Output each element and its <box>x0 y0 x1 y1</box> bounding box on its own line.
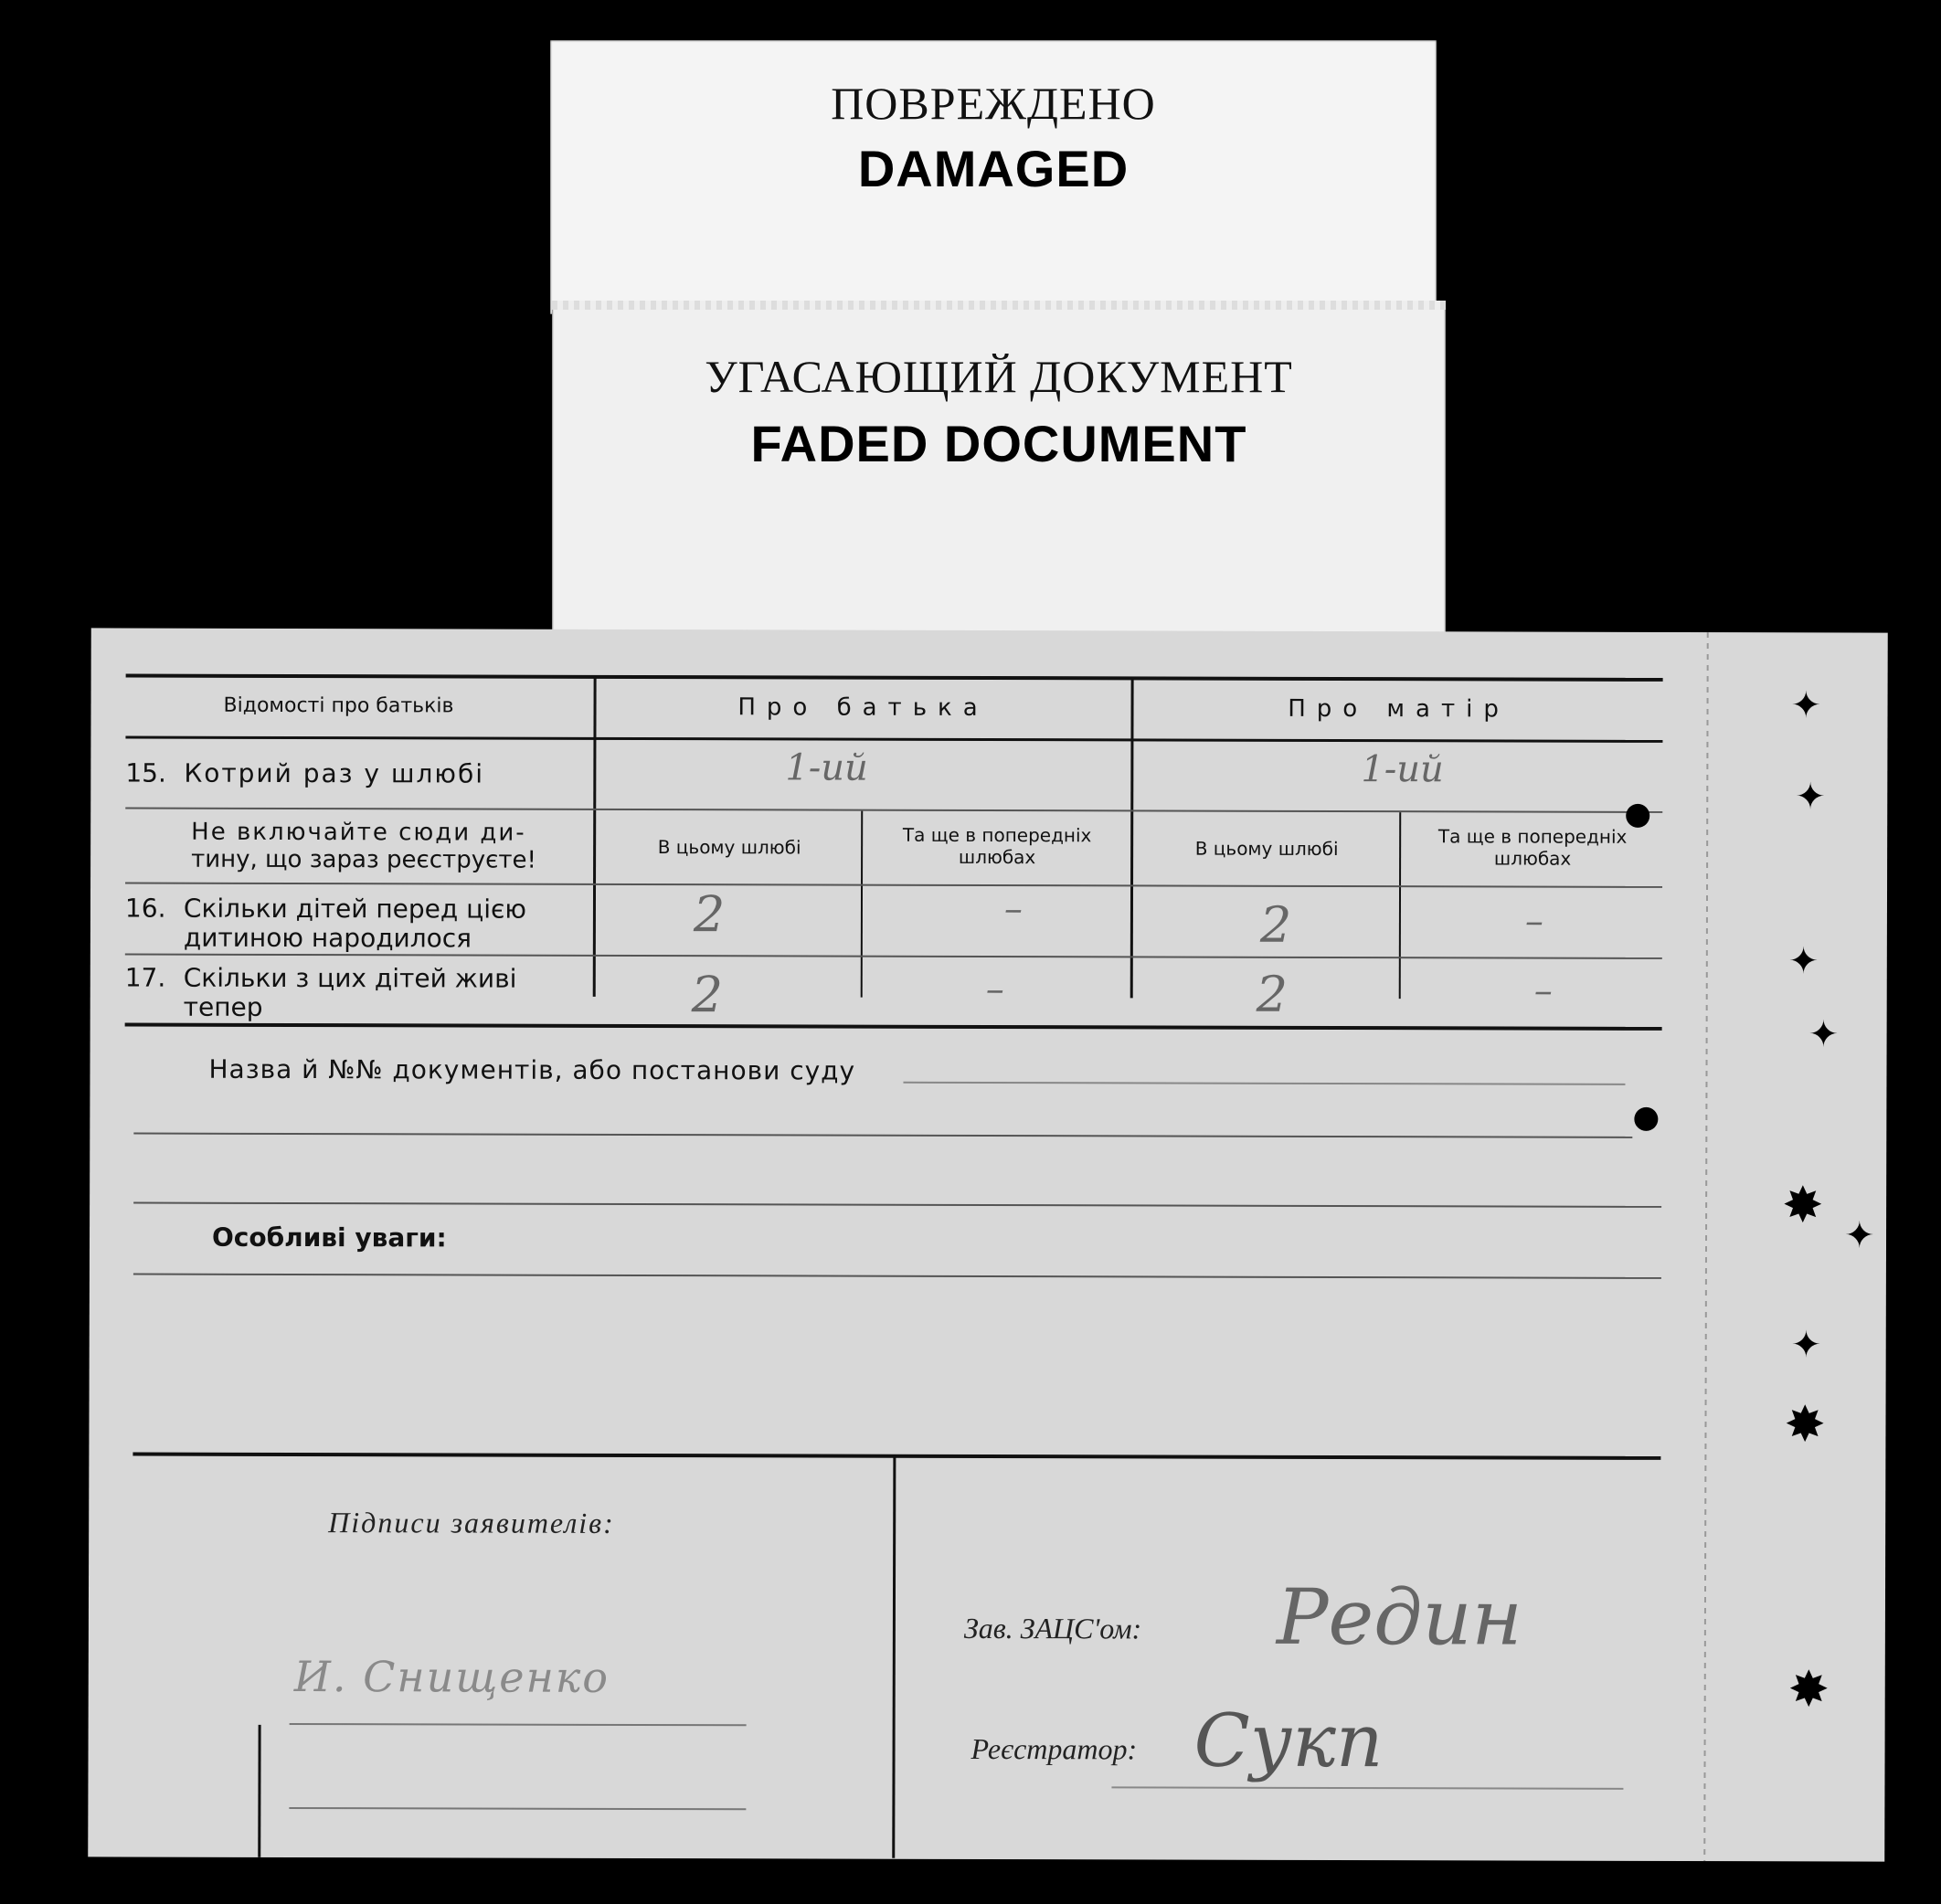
torn-hole-icon: ✦ <box>1787 941 1819 982</box>
row17-mother-prev: – <box>1533 969 1553 1012</box>
documents-line-1 <box>903 1082 1625 1085</box>
special-notes-line <box>133 1274 1661 1279</box>
row17-line-1: Скільки з цих дітей живі <box>183 962 517 994</box>
registrar-signature: Сукп <box>1193 1698 1384 1784</box>
father-prev-marriages-header: Та ще в попередніх шлюбах <box>902 823 1092 869</box>
applicant-signature-line-2 <box>289 1807 746 1810</box>
torn-hole-icon: ✸ <box>1787 1662 1830 1718</box>
registrar-label: Реєстратор: <box>970 1731 1138 1766</box>
torn-hole-icon: ✸ <box>1782 1178 1824 1233</box>
signatures-top-rule <box>133 1453 1660 1460</box>
documents-line-2 <box>133 1133 1632 1138</box>
row17-number: 17. <box>124 962 166 993</box>
torn-hole-icon: ✸ <box>1784 1397 1826 1453</box>
header-rule <box>125 736 1662 743</box>
punch-hole <box>1634 1107 1658 1131</box>
punch-hole <box>1626 804 1649 828</box>
applicant-bracket <box>258 1725 260 1857</box>
row17-father-prev: – <box>985 968 1004 1011</box>
documents-line-3 <box>133 1202 1661 1208</box>
applicant-signature-line-1 <box>290 1723 747 1726</box>
faded-label-en: FADED DOCUMENT <box>750 415 1247 472</box>
col-divider-2 <box>1130 678 1134 998</box>
note-rule <box>125 883 1662 888</box>
row15-father-value: 1-ий <box>785 746 868 789</box>
row17-father-this: 2 <box>691 966 724 1024</box>
note-line-2: тину, що зараз реєструєте! <box>191 845 536 874</box>
row16-line-1: Скільки дітей перед цією <box>183 893 527 925</box>
row15-rule <box>125 808 1662 813</box>
header-parents-info: Відомості про батьків <box>223 693 454 718</box>
special-notes-label: Особливі уваги: <box>211 1222 447 1253</box>
father-this-marriage-header: В цьому шлюбі <box>657 836 801 859</box>
damaged-label-ru: ПОВРЕЖДЕНО <box>831 78 1156 129</box>
registration-form <box>88 628 1888 1861</box>
torn-hole-icon: ✦ <box>1790 1325 1822 1366</box>
row17-line-2: тепер <box>183 991 263 1022</box>
applicant-signature: И. Снищенко <box>293 1652 610 1702</box>
registry-head-signature: Редин <box>1276 1571 1522 1663</box>
torn-hole-icon: ✦ <box>1808 1014 1840 1055</box>
damaged-card <box>550 40 1437 314</box>
torn-hole-icon: ✦ <box>1795 777 1826 818</box>
mother-prev-marriages-header: Та ще в попередніх шлюбах <box>1437 825 1628 870</box>
applicants-signatures-label: Підписи заявителів: <box>328 1506 615 1539</box>
table-bottom-rule <box>125 1023 1662 1031</box>
signatures-divider <box>892 1456 896 1858</box>
row15-label: Котрий раз у шлюбі <box>184 757 485 789</box>
faded-card <box>552 306 1446 635</box>
torn-hole-icon: ✦ <box>1790 685 1822 726</box>
row16-number: 16. <box>124 893 166 924</box>
note-line-1: Не включайте сюди ди- <box>191 818 526 847</box>
header-mother: Про матір <box>1288 694 1510 724</box>
header-father: Про батька <box>737 693 989 722</box>
col-divider-1 <box>593 677 597 997</box>
row16-father-prev: – <box>1003 888 1024 931</box>
faded-label-ru: УГАСАЮЩИЙ ДОКУМЕНТ <box>705 351 1293 402</box>
row16-line-2: дитиною народилося <box>183 922 472 954</box>
registry-head-label: Зав. ЗАЦС'ом: <box>963 1611 1142 1645</box>
torn-hole-icon: ✦ <box>1843 1215 1875 1256</box>
row16-rule <box>125 954 1662 959</box>
row16-mother-this: 2 <box>1259 895 1292 954</box>
row15-number: 15. <box>125 757 166 788</box>
mother-this-marriage-header: В цьому шлюбі <box>1194 837 1339 861</box>
documents-label: Назва й №№ документів, або постанови суду <box>208 1053 856 1086</box>
row15-mother-value: 1-ий <box>1361 748 1444 791</box>
registrar-line <box>1111 1786 1623 1789</box>
damaged-label-en: DAMAGED <box>857 140 1130 197</box>
top-rule <box>126 674 1663 682</box>
row16-mother-prev: – <box>1524 900 1543 943</box>
row17-mother-this: 2 <box>1256 965 1289 1023</box>
row16-father-this: 2 <box>693 885 726 944</box>
